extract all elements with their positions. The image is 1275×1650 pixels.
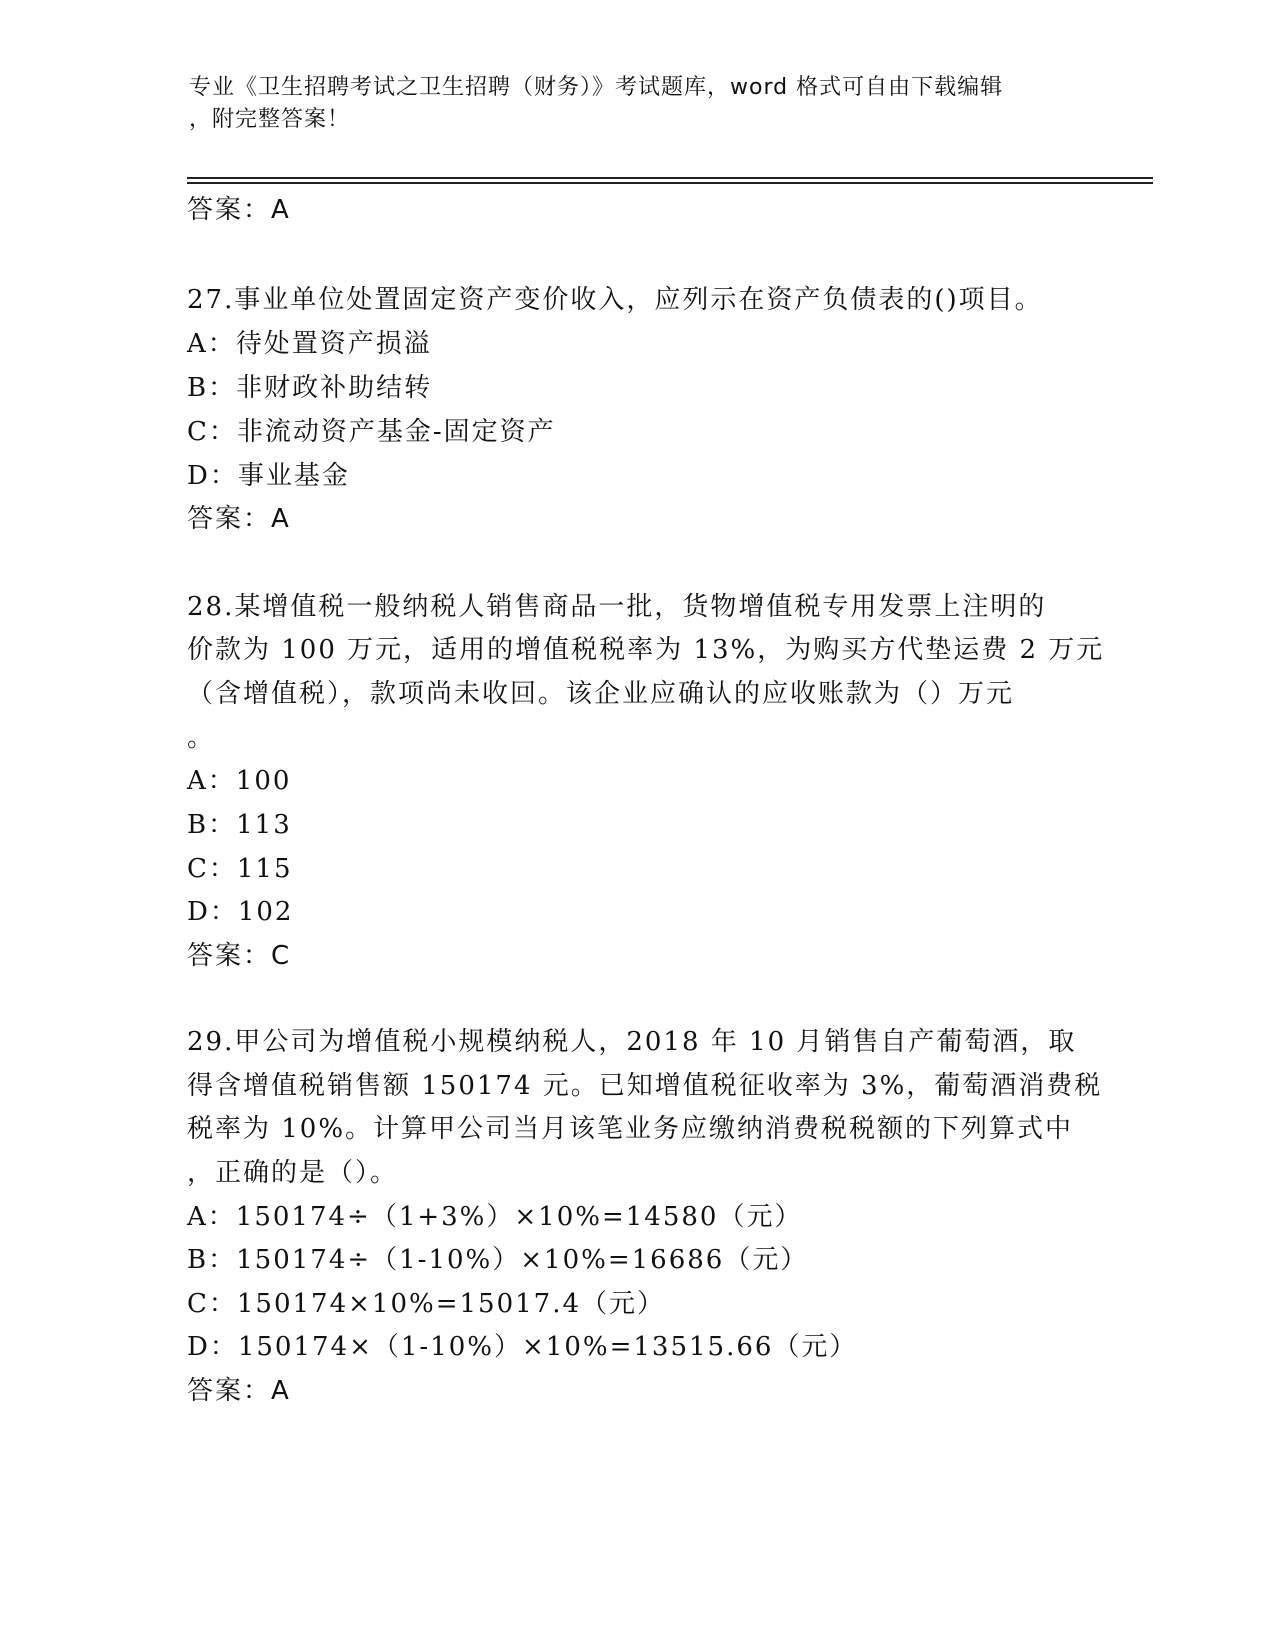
question-28-option-d: D：102 — [187, 897, 294, 927]
question-29-option-d: D：150174×（1-10%）×10%=13515.66（元） — [187, 1332, 858, 1362]
question-27-option-d: D：事业基金 — [187, 461, 350, 491]
question-29-line-4: ，正确的是（）。 — [187, 1158, 399, 1188]
question-27-option-b: B：非财政补助结转 — [187, 373, 433, 403]
question-29-answer: 答案：A — [187, 1376, 291, 1406]
question-28-line-3: （含增值税），款项尚未收回。该企业应确认的应收账款为（）万元 — [187, 679, 1015, 709]
question-29-option-b: B：150174÷（1-10%）×10%=16686（元） — [187, 1245, 809, 1275]
question-28-line-2: 价款为 100 万元，适用的增值税税率为 13%，为购买方代垫运费 2 万元 — [187, 635, 1105, 665]
question-28-line-4: 。 — [187, 723, 216, 753]
header-subtitle: ，附完整答案！ — [189, 107, 351, 132]
answer-prev: 答案：A — [187, 195, 291, 225]
question-28-option-c: C：115 — [187, 854, 293, 884]
question-27-option-c: C：非流动资产基金-固定资产 — [187, 417, 556, 447]
question-29-line-3: 税率为 10%。计算甲公司当月该笔业务应缴纳消费税税额的下列算式中 — [187, 1114, 1074, 1144]
question-28-option-a: A：100 — [187, 766, 292, 796]
question-27-option-a: A：待处置资产损溢 — [187, 329, 432, 359]
question-29-option-a: A：150174÷（1+3%）×10%=14580（元） — [187, 1202, 803, 1232]
question-28-answer: 答案：C — [187, 941, 292, 971]
question-27-answer: 答案：A — [187, 504, 291, 534]
question-29-line-2: 得含增值税销售额 150174 元。已知增值税征收率为 3%，葡萄酒消费税 — [187, 1071, 1103, 1101]
question-29-option-c: C：150174×10%=15017.4（元） — [187, 1289, 666, 1319]
question-27-line-1: 27.事业单位处置固定资产变价收入，应列示在资产负债表的()项目。 — [187, 285, 1043, 315]
question-28-option-b: B：113 — [187, 810, 292, 840]
question-29-line-1: 29.甲公司为增值税小规模纳税人，2018 年 10 月销售自产葡萄酒，取 — [187, 1027, 1077, 1057]
question-28-line-1: 28.某增值税一般纳税人销售商品一批，货物增值税专用发票上注明的 — [187, 592, 1047, 622]
header-rule-top — [187, 177, 1153, 179]
header-rule-bottom — [187, 182, 1153, 184]
header-title: 专业《卫生招聘考试之卫生招聘（财务）》考试题库，word 格式可自由下载编辑 — [189, 75, 1004, 100]
